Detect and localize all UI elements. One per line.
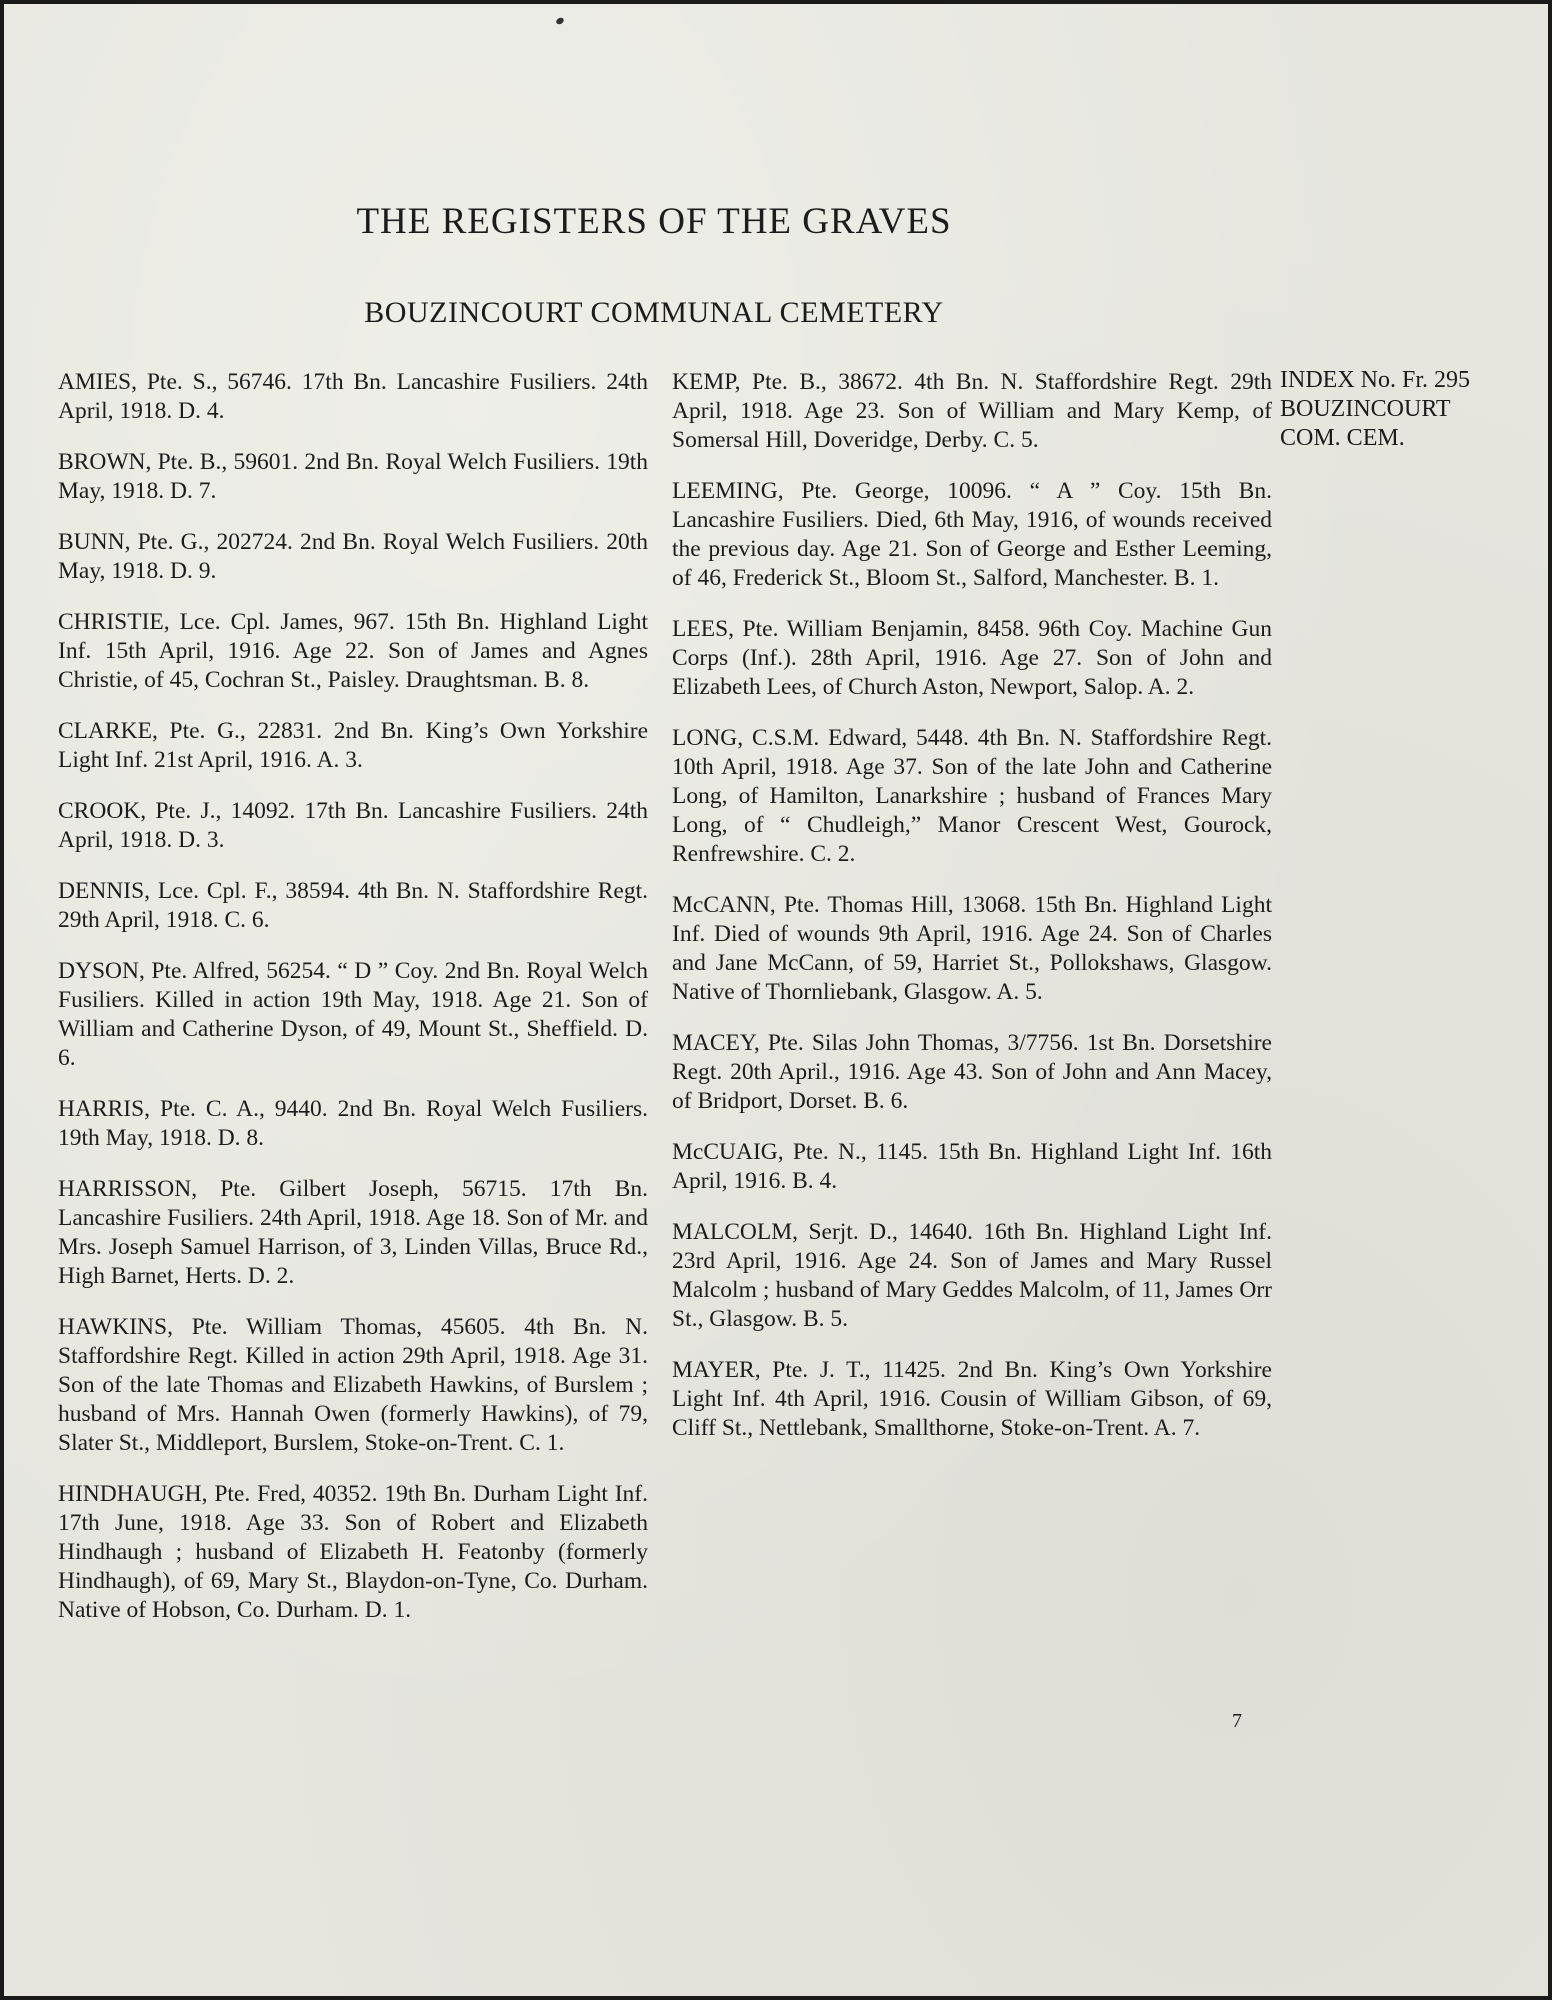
grave-entry: McCUAIG, Pte. N., 1145. 15th Bn. Highland Light Inf. 16th April, 1916. B. 4.: [672, 1139, 1272, 1194]
index-number: INDEX No. Fr. 295: [1280, 367, 1470, 393]
index-cemetery: BOUZINCOURT: [1280, 396, 1451, 422]
left-column: [58, 368, 648, 1647]
grave-entry: KEMP, Pte. B., 38672. 4th Bn. N. Staffordshire Regt. 29th April, 1918. Age 23. Son of William and Mary Kemp, of Somersal Hill, Doveridge, Derby. C. 5.: [672, 369, 1272, 453]
grave-entry: HINDHAUGH, Pte. Fred, 40352. 19th Bn. Durham Light Inf. 17th June, 1918. Age 33. Son of Robert and Elizabeth Hindhaugh ; husband of Elizabeth H. Featonby (formerly Hindhaugh), of 69, Mary St., Blaydon-on-Tyne, Co. Durham. Native of Hobson, Co. Durham. D. 1.: [58, 1481, 648, 1623]
grave-entry: McCANN, Pte. Thomas Hill, 13068. 15th Bn. Highland Light Inf. Died of wounds 9th April, 1916. Age 24. Son of Charles and Jane McCann, of 59, Harriet St., Pollokshaws, Glasgow. Native of Thornliebank, Glasgow. A. 5.: [672, 892, 1272, 1005]
cemetery-heading: BOUZINCOURT COMMUNAL CEMETERY: [364, 296, 944, 329]
grave-entry: LEES, Pte. William Benjamin, 8458. 96th Coy. Machine Gun Corps (Inf.). 28th April, 1916. Age 27. Son of John and Elizabeth Lees, of Church Aston, Newport, Salop. A. 2.: [672, 616, 1272, 700]
page-title: THE REGISTERS OF THE GRAVES: [356, 201, 952, 242]
grave-entry: MAYER, Pte. J. T., 11425. 2nd Bn. King’s Own Yorkshire Light Inf. 4th April, 1916. Cousin of William Gibson, of 69, Cliff St., Nettlebank, Smallthorne, Stoke-on-Trent. A. 7.: [672, 1357, 1272, 1441]
grave-entry: HARRIS, Pte. C. A., 9440. 2nd Bn. Royal Welch Fusiliers. 19th May, 1918. D. 8.: [58, 1096, 648, 1151]
index-abbrev: COM. CEM.: [1280, 425, 1405, 451]
ink-speck: [555, 16, 565, 25]
grave-entry: LEEMING, Pte. George, 10096. “ A ” Coy. 15th Bn. Lancashire Fusiliers. Died, 6th May, 1916, of wounds received the previous day. Age 21. Son of George and Esther Leeming, of 46, Frederick St., Bloom St., Salford, Manchester. B. 1.: [672, 478, 1272, 591]
grave-entry: MALCOLM, Serjt. D., 14640. 16th Bn. Highland Light Inf. 23rd April, 1916. Age 24. Son of James and Mary Russel Malcolm ; husband of Mary Geddes Malcolm, of 11, James Orr St., Glasgow. B. 5.: [672, 1219, 1272, 1332]
page-number: 7: [1232, 1710, 1242, 1732]
grave-entry: DYSON, Pte. Alfred, 56254. “ D ” Coy. 2nd Bn. Royal Welch Fusiliers. Killed in action 19th May, 1918. Age 21. Son of William and Catherine Dyson, of 49, Mount St., Sheffield. D. 6.: [58, 958, 648, 1071]
grave-entry: AMIES, Pte. S., 56746. 17th Bn. Lancashire Fusiliers. 24th April, 1918. D. 4.: [58, 369, 648, 424]
grave-entry: MACEY, Pte. Silas John Thomas, 3/7756. 1st Bn. Dorsetshire Regt. 20th April., 1916. Age 43. Son of John and Ann Macey, of Bridport, Dorset. B. 6.: [672, 1030, 1272, 1114]
grave-entry: DENNIS, Lce. Cpl. F., 38594. 4th Bn. N. Staffordshire Regt. 29th April, 1918. C. 6.: [58, 878, 648, 933]
grave-entry: CHRISTIE, Lce. Cpl. James, 967. 15th Bn. Highland Light Inf. 15th April, 1916. Age 22. Son of James and Agnes Christie, of 45, Cochran St., Paisley. Draughtsman. B. 8.: [58, 609, 648, 693]
grave-entry: HARRISSON, Pte. Gilbert Joseph, 56715. 17th Bn. Lancashire Fusiliers. 24th April, 1918. Age 18. Son of Mr. and Mrs. Joseph Samuel Harrison, of 3, Linden Villas, Bruce Rd., High Barnet, Herts. D. 2.: [58, 1176, 648, 1289]
index-reference: [1280, 366, 1470, 453]
grave-entry: BROWN, Pte. B., 59601. 2nd Bn. Royal Welch Fusiliers. 19th May, 1918. D. 7.: [58, 449, 648, 504]
document-page: [4, 4, 1548, 1996]
grave-entry: CROOK, Pte. J., 14092. 17th Bn. Lancashire Fusiliers. 24th April, 1918. D. 3.: [58, 798, 648, 853]
grave-entry: BUNN, Pte. G., 202724. 2nd Bn. Royal Welch Fusiliers. 20th May, 1918. D. 9.: [58, 529, 648, 584]
right-column: [672, 368, 1272, 1465]
grave-entry: HAWKINS, Pte. William Thomas, 45605. 4th Bn. N. Staffordshire Regt. Killed in action 29th April, 1918. Age 31. Son of the late Thomas and Elizabeth Hawkins, of Burslem ; husband of Mrs. Hannah Owen (formerly Hawkins), of 79, Slater St., Middleport, Burslem, Stoke-on-Trent. C. 1.: [58, 1314, 648, 1456]
grave-entry: LONG, C.S.M. Edward, 5448. 4th Bn. N. Staffordshire Regt. 10th April, 1918. Age 37. Son of the late John and Catherine Long, of Hamilton, Lanarkshire ; husband of Frances Mary Long, of “ Chudleigh,” Manor Crescent West, Gourock, Renfrewshire. C. 2.: [672, 725, 1272, 867]
grave-entry: CLARKE, Pte. G., 22831. 2nd Bn. King’s Own Yorkshire Light Inf. 21st April, 1916. A. 3.: [58, 718, 648, 773]
